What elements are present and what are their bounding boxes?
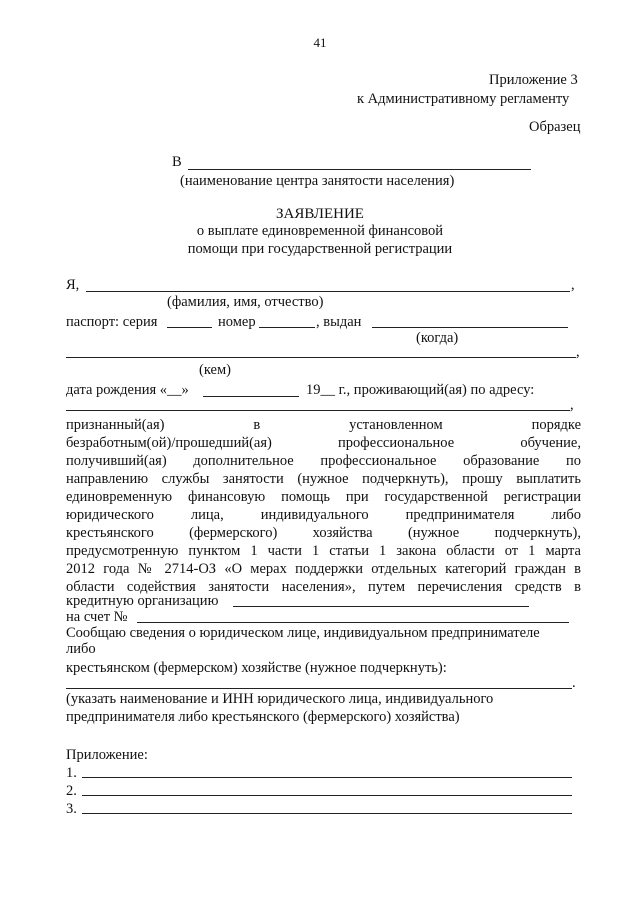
- body-line-2: безработным(ой)/прошедший(ая) профессиональное обучение,: [66, 435, 581, 451]
- center-name-field[interactable]: [188, 169, 531, 170]
- info-line-3: крестьянском (фермерском) хозяйстве (нужное подчеркнуть):: [66, 660, 447, 676]
- passport-number-field[interactable]: [259, 327, 315, 328]
- attachment-number-2: 2.: [66, 783, 77, 799]
- body-line-3: получивший(ая) дополнительное профессиональное образование по: [66, 453, 581, 469]
- attachment-field-3[interactable]: [82, 813, 572, 814]
- address-field[interactable]: [66, 410, 570, 411]
- entity-info-period: .: [572, 675, 576, 691]
- info-line-1: Сообщаю сведения о юридическом лице, индивидуальном предпринимателе: [66, 625, 540, 641]
- sample-label: Образец: [529, 119, 581, 135]
- fio-field[interactable]: [86, 291, 570, 292]
- title-line-1: о выплате единовременной финансовой: [196, 223, 444, 239]
- fio-hint: (фамилия, имя, отчество): [167, 294, 324, 310]
- body-line-1: признанный(ая) в установленном порядке: [66, 417, 581, 433]
- passport-number-label: номер: [218, 314, 256, 330]
- account-label: на счет №: [66, 609, 128, 625]
- account-field[interactable]: [137, 622, 569, 623]
- when-hint: (когда): [416, 330, 459, 346]
- body-line-5: единовременную финансовую помощь при государственной регистрации: [66, 489, 581, 505]
- attachment-field-2[interactable]: [82, 795, 572, 796]
- to-prefix: В: [172, 154, 182, 170]
- document-title: ЗАЯВЛЕНИЕ: [276, 206, 364, 222]
- body-line-8: предусмотренную пунктом 1 части 1 статьи 1 закона области от 1 марта: [66, 543, 581, 559]
- address-comma: ,: [570, 397, 574, 413]
- body-line-4: направлению службы занятости (нужное подчеркнуть), прошу выплатить: [66, 471, 581, 487]
- attachments-title: Приложение:: [66, 747, 148, 763]
- title-line-2: помощи при государственной регистрации: [187, 241, 453, 257]
- issued-by-comma: ,: [576, 344, 580, 360]
- body-line-7: крестьянского (фермерского) хозяйства (нужное подчеркнуть),: [66, 525, 581, 541]
- appendix-label: Приложение 3: [489, 72, 578, 88]
- credit-org-label: кредитную организацию: [66, 593, 219, 609]
- attachment-number-1: 1.: [66, 765, 77, 781]
- regulation-label: к Административному регламенту: [357, 91, 570, 107]
- attachment-field-1[interactable]: [82, 777, 572, 778]
- issued-by-field[interactable]: [66, 357, 576, 358]
- entity-hint-2: предпринимателя либо крестьянского (фермерского) хозяйства): [66, 709, 460, 725]
- entity-info-field[interactable]: [66, 688, 572, 689]
- issued-when-field[interactable]: [372, 327, 568, 328]
- body-line-10: области содействия занятости населения», путем перечисления средств в: [66, 579, 581, 595]
- credit-org-field[interactable]: [233, 606, 529, 607]
- birth-date-label: дата рождения «__»: [66, 382, 189, 398]
- passport-series-field[interactable]: [167, 327, 212, 328]
- birth-date-field[interactable]: [203, 396, 299, 397]
- body-line-9: 2012 года № 2714-ОЗ «О мерах поддержки отдельных категорий граждан в: [66, 561, 581, 577]
- page-number: 41: [313, 35, 327, 50]
- entity-hint-1: (указать наименование и ИНН юридического лица, индивидуального: [66, 691, 494, 707]
- passport-series-label: паспорт: серия: [66, 314, 158, 330]
- issued-label: , выдан: [316, 314, 362, 330]
- body-line-6: юридического лица, индивидуального предпринимателя либо: [66, 507, 581, 523]
- info-line-2: либо: [66, 641, 96, 657]
- year-address-label: 19__ г., проживающий(ая) по адресу:: [306, 382, 535, 398]
- i-prefix: Я,: [66, 277, 80, 293]
- attachment-number-3: 3.: [66, 801, 77, 817]
- center-name-hint: (наименование центра занятости населения): [180, 173, 455, 189]
- fio-comma: ,: [571, 277, 575, 293]
- who-hint: (кем): [199, 362, 231, 378]
